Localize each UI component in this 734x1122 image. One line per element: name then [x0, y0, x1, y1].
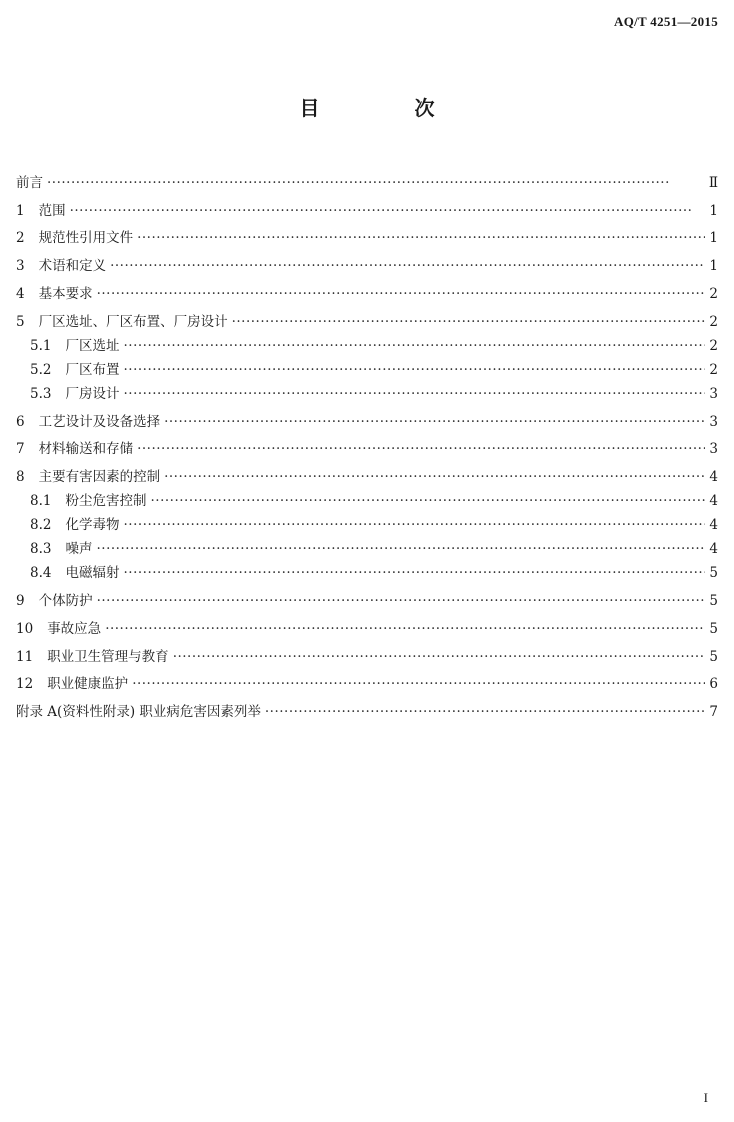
toc-entry[interactable]	[16, 666, 718, 694]
toc-entry-page: 4	[709, 493, 718, 510]
toc-entry-number: 12	[16, 676, 34, 693]
toc-entry-page: 5	[709, 620, 718, 637]
document-code: AQ/T 4251—2015	[614, 14, 718, 29]
toc-entry-label: 厂房设计	[65, 385, 120, 402]
dot-leader	[47, 174, 705, 192]
toc-entry-number: 8.3	[30, 541, 52, 558]
toc-entry-number: 3	[16, 258, 25, 275]
toc-entry[interactable]	[16, 331, 718, 355]
toc-entry[interactable]	[16, 220, 718, 248]
dot-leader	[123, 337, 705, 355]
toc-entry-label: 个体防护	[38, 592, 93, 609]
toc-entry-label: (资料性附录) 职业病危害因素列举	[57, 704, 261, 721]
toc-entry-number: 2	[16, 230, 25, 247]
dot-leader	[265, 703, 706, 721]
toc-entry-label: 范围	[38, 202, 66, 219]
dot-leader	[97, 285, 706, 303]
toc-entry-number: 8.1	[30, 493, 52, 510]
dot-leader	[132, 675, 705, 693]
dot-leader	[232, 313, 706, 331]
toc-entry[interactable]	[16, 458, 718, 486]
toc-entry-label: 厂区选址、厂区布置、厂房设计	[38, 313, 228, 330]
toc-entry-number: 6	[16, 413, 25, 430]
toc-entry[interactable]	[16, 558, 718, 582]
toc-entry[interactable]	[16, 303, 718, 331]
dot-leader	[164, 468, 705, 486]
toc-entry-page: 2	[709, 337, 718, 354]
toc-entry-label: 粉尘危害控制	[65, 493, 147, 510]
toc-entry-page: 4	[709, 517, 718, 534]
toc-entry-number: 7	[16, 441, 25, 458]
toc-entry-label: 化学毒物	[65, 517, 120, 534]
toc-entry[interactable]	[16, 582, 718, 610]
dot-leader	[123, 361, 705, 379]
toc-entry-page: 5	[709, 565, 718, 582]
toc-entry-label: 噪声	[65, 541, 93, 558]
toc-entry[interactable]	[16, 355, 718, 379]
toc-entry-page: 2	[709, 361, 718, 378]
toc-entry-label: 电磁辐射	[65, 565, 120, 582]
toc-entry-page: 4	[709, 541, 718, 558]
toc-entry-label: 厂区布置	[65, 361, 120, 378]
toc-entry-page: Ⅱ	[708, 174, 718, 191]
toc-entry-label: 事故应急	[47, 620, 102, 637]
toc-entry-label: 主要有害因素的控制	[38, 469, 161, 486]
toc-entry-number: 8	[16, 469, 25, 486]
toc-entry[interactable]	[16, 610, 718, 638]
dot-leader	[105, 620, 705, 638]
toc-entry-page: 2	[709, 313, 718, 330]
toc-entry[interactable]	[16, 534, 718, 558]
toc-entry-page: 1	[709, 258, 718, 275]
toc-entry-number: 4	[16, 285, 25, 302]
dot-leader	[123, 385, 705, 403]
dot-leader	[150, 492, 705, 510]
toc-entry-number: 11	[16, 648, 34, 665]
dot-leader	[97, 592, 706, 610]
toc-entry[interactable]	[16, 379, 718, 403]
toc-entry-label: 职业卫生管理与教育	[47, 648, 169, 665]
toc-entry[interactable]	[16, 638, 718, 666]
toc-entry-page: 3	[709, 441, 718, 458]
toc-entry-number: 5.1	[30, 337, 52, 354]
toc-entry[interactable]	[16, 164, 718, 192]
toc-entry-page: 5	[709, 648, 718, 665]
dot-leader	[164, 413, 705, 431]
dot-leader	[137, 440, 705, 458]
toc-entry-page: 1	[709, 230, 718, 247]
toc-entry-number: 10	[16, 620, 34, 637]
toc-entry[interactable]	[16, 403, 718, 431]
toc-entry-page: 7	[709, 704, 718, 721]
dot-leader	[96, 540, 705, 558]
dot-leader	[173, 648, 706, 666]
toc-entry-page: 1	[709, 202, 718, 219]
dot-leader	[137, 229, 705, 247]
toc-entry[interactable]	[16, 247, 718, 275]
dot-leader	[70, 202, 706, 220]
toc-entry[interactable]	[16, 431, 718, 459]
toc-entry-label: 材料输送和存储	[38, 441, 134, 458]
toc-entry-number: 1	[16, 202, 25, 219]
toc-entry[interactable]	[16, 275, 718, 303]
toc-entry-page: 4	[709, 469, 718, 486]
toc-entry[interactable]	[16, 486, 718, 510]
toc-entry-label: 基本要求	[38, 285, 93, 302]
toc-entry-page: 5	[709, 592, 718, 609]
toc-entry-number: 5.3	[30, 385, 52, 402]
toc-entry[interactable]	[16, 693, 718, 721]
toc-entry-number: 5.2	[30, 361, 52, 378]
toc-entry-label: 规范性引用文件	[38, 230, 134, 247]
toc-entry-number: 8.2	[30, 517, 52, 534]
toc-entry-number: 5	[16, 313, 25, 330]
table-of-contents	[16, 164, 718, 721]
toc-entry-page: 3	[709, 413, 718, 430]
toc-entry-label: 术语和定义	[38, 258, 107, 275]
toc-entry-page: 2	[709, 285, 718, 302]
toc-entry[interactable]	[16, 192, 718, 220]
toc-entry-label: 前言	[16, 174, 43, 191]
page-number: I	[703, 1090, 708, 1105]
toc-entry-label: 工艺设计及设备选择	[38, 413, 161, 430]
toc-entry-number: 8.4	[30, 565, 52, 582]
toc-entry[interactable]	[16, 510, 718, 534]
dot-leader	[110, 257, 705, 275]
toc-entry-number: 9	[16, 592, 25, 609]
page-title: 目 次	[299, 96, 479, 120]
toc-entry-label: 厂区选址	[65, 337, 120, 354]
toc-entry-page: 6	[709, 676, 718, 693]
dot-leader	[123, 564, 705, 582]
toc-entry-page: 3	[709, 385, 718, 402]
toc-entry-number: 附录 A	[16, 704, 58, 721]
dot-leader	[123, 516, 705, 534]
toc-entry-label: 职业健康监护	[47, 676, 129, 693]
